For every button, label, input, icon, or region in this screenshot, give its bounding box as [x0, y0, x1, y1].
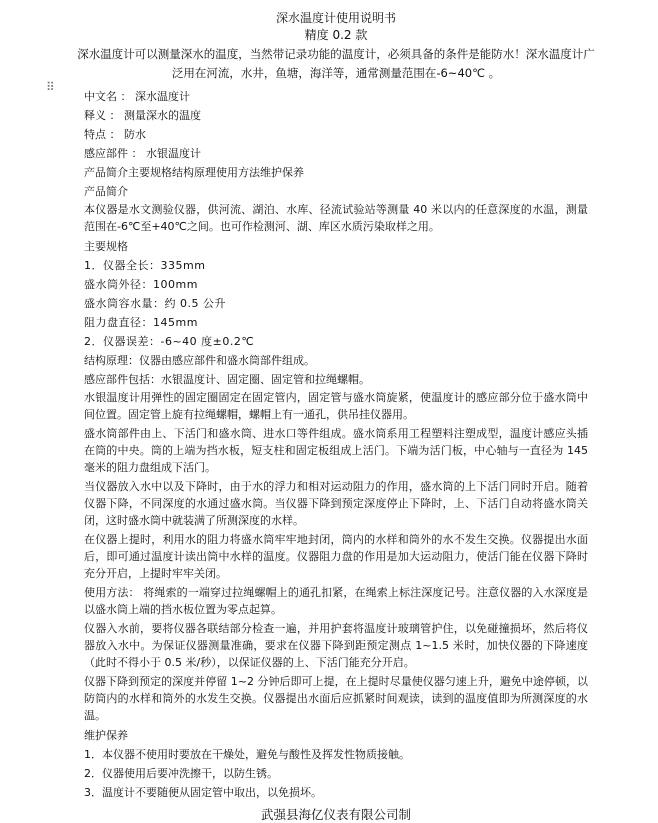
spec-length: 1．仪器全长：335mm	[84, 259, 206, 272]
meaning-line: 释义 ： 测量深水的温度	[84, 109, 201, 122]
maintenance-item-1: 1．本仪器不使用时要放在干燥处，避免与酸性及挥发性物质接触。	[84, 748, 410, 761]
spec-outer-diameter: 盛水筒外径：100mm	[84, 278, 198, 291]
chinese-name-line: 中文名 ： 深水温度计	[84, 90, 190, 103]
document-subtitle: 精度 0.2 款	[304, 28, 368, 42]
paragraph-descending: 当仪器放入水中以及下降时，由于水的浮力和相对运动阻力的作用，盛水筒的上下活门同时开启。随着仪器下降，不同深度的水通过盛水筒。当仪器下降到预定深度停止下降时，上、下活门自动将盛水筒关闭，这时盛水筒中就装满了所测深度的水样。	[84, 480, 588, 527]
feature-line: 特点 ： 防水	[84, 128, 146, 141]
toc-line: 产品简介主要规格结构原理使用方法维护保养	[84, 166, 304, 179]
paragraph-cylinder: 盛水筒部件由上、下活门和盛水筒、进水口等件组成。盛水筒系用工程塑料注塑成型，温度计感应头插在筒的中央。筒的上端为挡水板，短支柱和固定板组成上活门。下端为活门板，中心轴与一直径为 145 毫米的阻力盘组成下活门。	[84, 427, 588, 474]
paragraph-usage: 使用方法： 将绳索的一端穿过拉绳螺帽上的通孔扣紧，在绳索上标注深度记号。注意仪器的入水深度是以盛水筒上端的挡水板位置为零点起算。	[84, 586, 588, 616]
structure-line: 结构原理：仪器由感应部件和盛水筒部件组成。	[84, 354, 315, 367]
section-heading-specs: 主要规格	[84, 240, 128, 253]
sensor-parts-line: 感应部件包括：水银温度计、固定圈、固定管和拉绳螺帽。	[84, 373, 370, 386]
spec-capacity: 盛水筒容水量：约 0.5 公升	[84, 297, 226, 310]
paragraph-thermometer: 水银温度计用弹性的固定圈固定在固定管内，固定管与盛水筒旋紧，使温度计的感应部分位于盛水筒中间位置。固定管上旋有拉绳螺帽，螺帽上有一通孔，供吊挂仪器用。	[84, 391, 588, 421]
section-heading-intro: 产品简介	[84, 185, 128, 198]
spec-error: 2．仪器误差：-6~40 度±0.2℃	[84, 335, 255, 348]
sensor-line: 感应部件 ： 水银温度计	[84, 147, 201, 160]
paragraph-reading: 仪器下降到预定的深度并停留 1~2 分钟后即可上提，在上提时尽量使仪器匀速上升，避免中途停顿，以防筒内的水样和筒外的水发生交换。仪器提出水面后应抓紧时间观读，读到的温度值即为所测深度的水温。	[84, 675, 588, 722]
drag-handle-icon[interactable]: ⠿	[46, 80, 56, 94]
section-heading-maintenance: 维护保养	[84, 729, 128, 742]
document-title: 深水温度计使用说明书	[275, 11, 396, 25]
paragraph-preparation: 仪器入水前，要将仪器各联结部分检查一遍，并用护套将温度计玻璃管护住，以免碰撞损坏，然后将仪器放入水中。为保证仪器测量准确，要求在仪器下降到距预定测点 1~1.5 米时，加快仪器的下降速度（此时不得小于 0.5 米/秒），以保证仪器的上、下活门能充分开启。	[84, 622, 588, 669]
maintenance-item-2: 2．仪器使用后要冲洗擦干，以防生锈。	[84, 767, 278, 780]
company-footer: 武强县海亿仪表有限公司制	[260, 807, 411, 822]
spec-disc-diameter: 阻力盘直径：145mm	[84, 316, 198, 329]
intro-paragraph: 深水温度计可以测量深水的温度，当然带记录功能的温度计，必须具备的条件是能防水！深水温度计广泛用在河流，水井，鱼塘，海洋等，通常测量范围在-6~40℃ 。	[77, 47, 595, 80]
document-body	[77, 10, 595, 823]
product-intro-paragraph: 本仪器是水文测验仪器，供河流、湖泊、水库、径流试验站等测量 40 米以内的任意深度的水温，测量范围在-6℃至+40℃之间。也可作检测河、湖、库区水质污染取样之用。	[84, 203, 588, 233]
maintenance-item-3: 3．温度计不要随便从固定管中取出，以免损坏。	[84, 786, 322, 799]
paragraph-lifting: 在仪器上提时，利用水的阻力将盛水筒牢牢地封闭，筒内的水样和筒外的水不发生交换。仪器提出水面后，即可通过温度计读出筒中水样的温度。仪器阻力盘的作用是加大运动阻力，使活门能在仪器下降时充分开启，上提时牢牢关闭。	[84, 533, 588, 580]
